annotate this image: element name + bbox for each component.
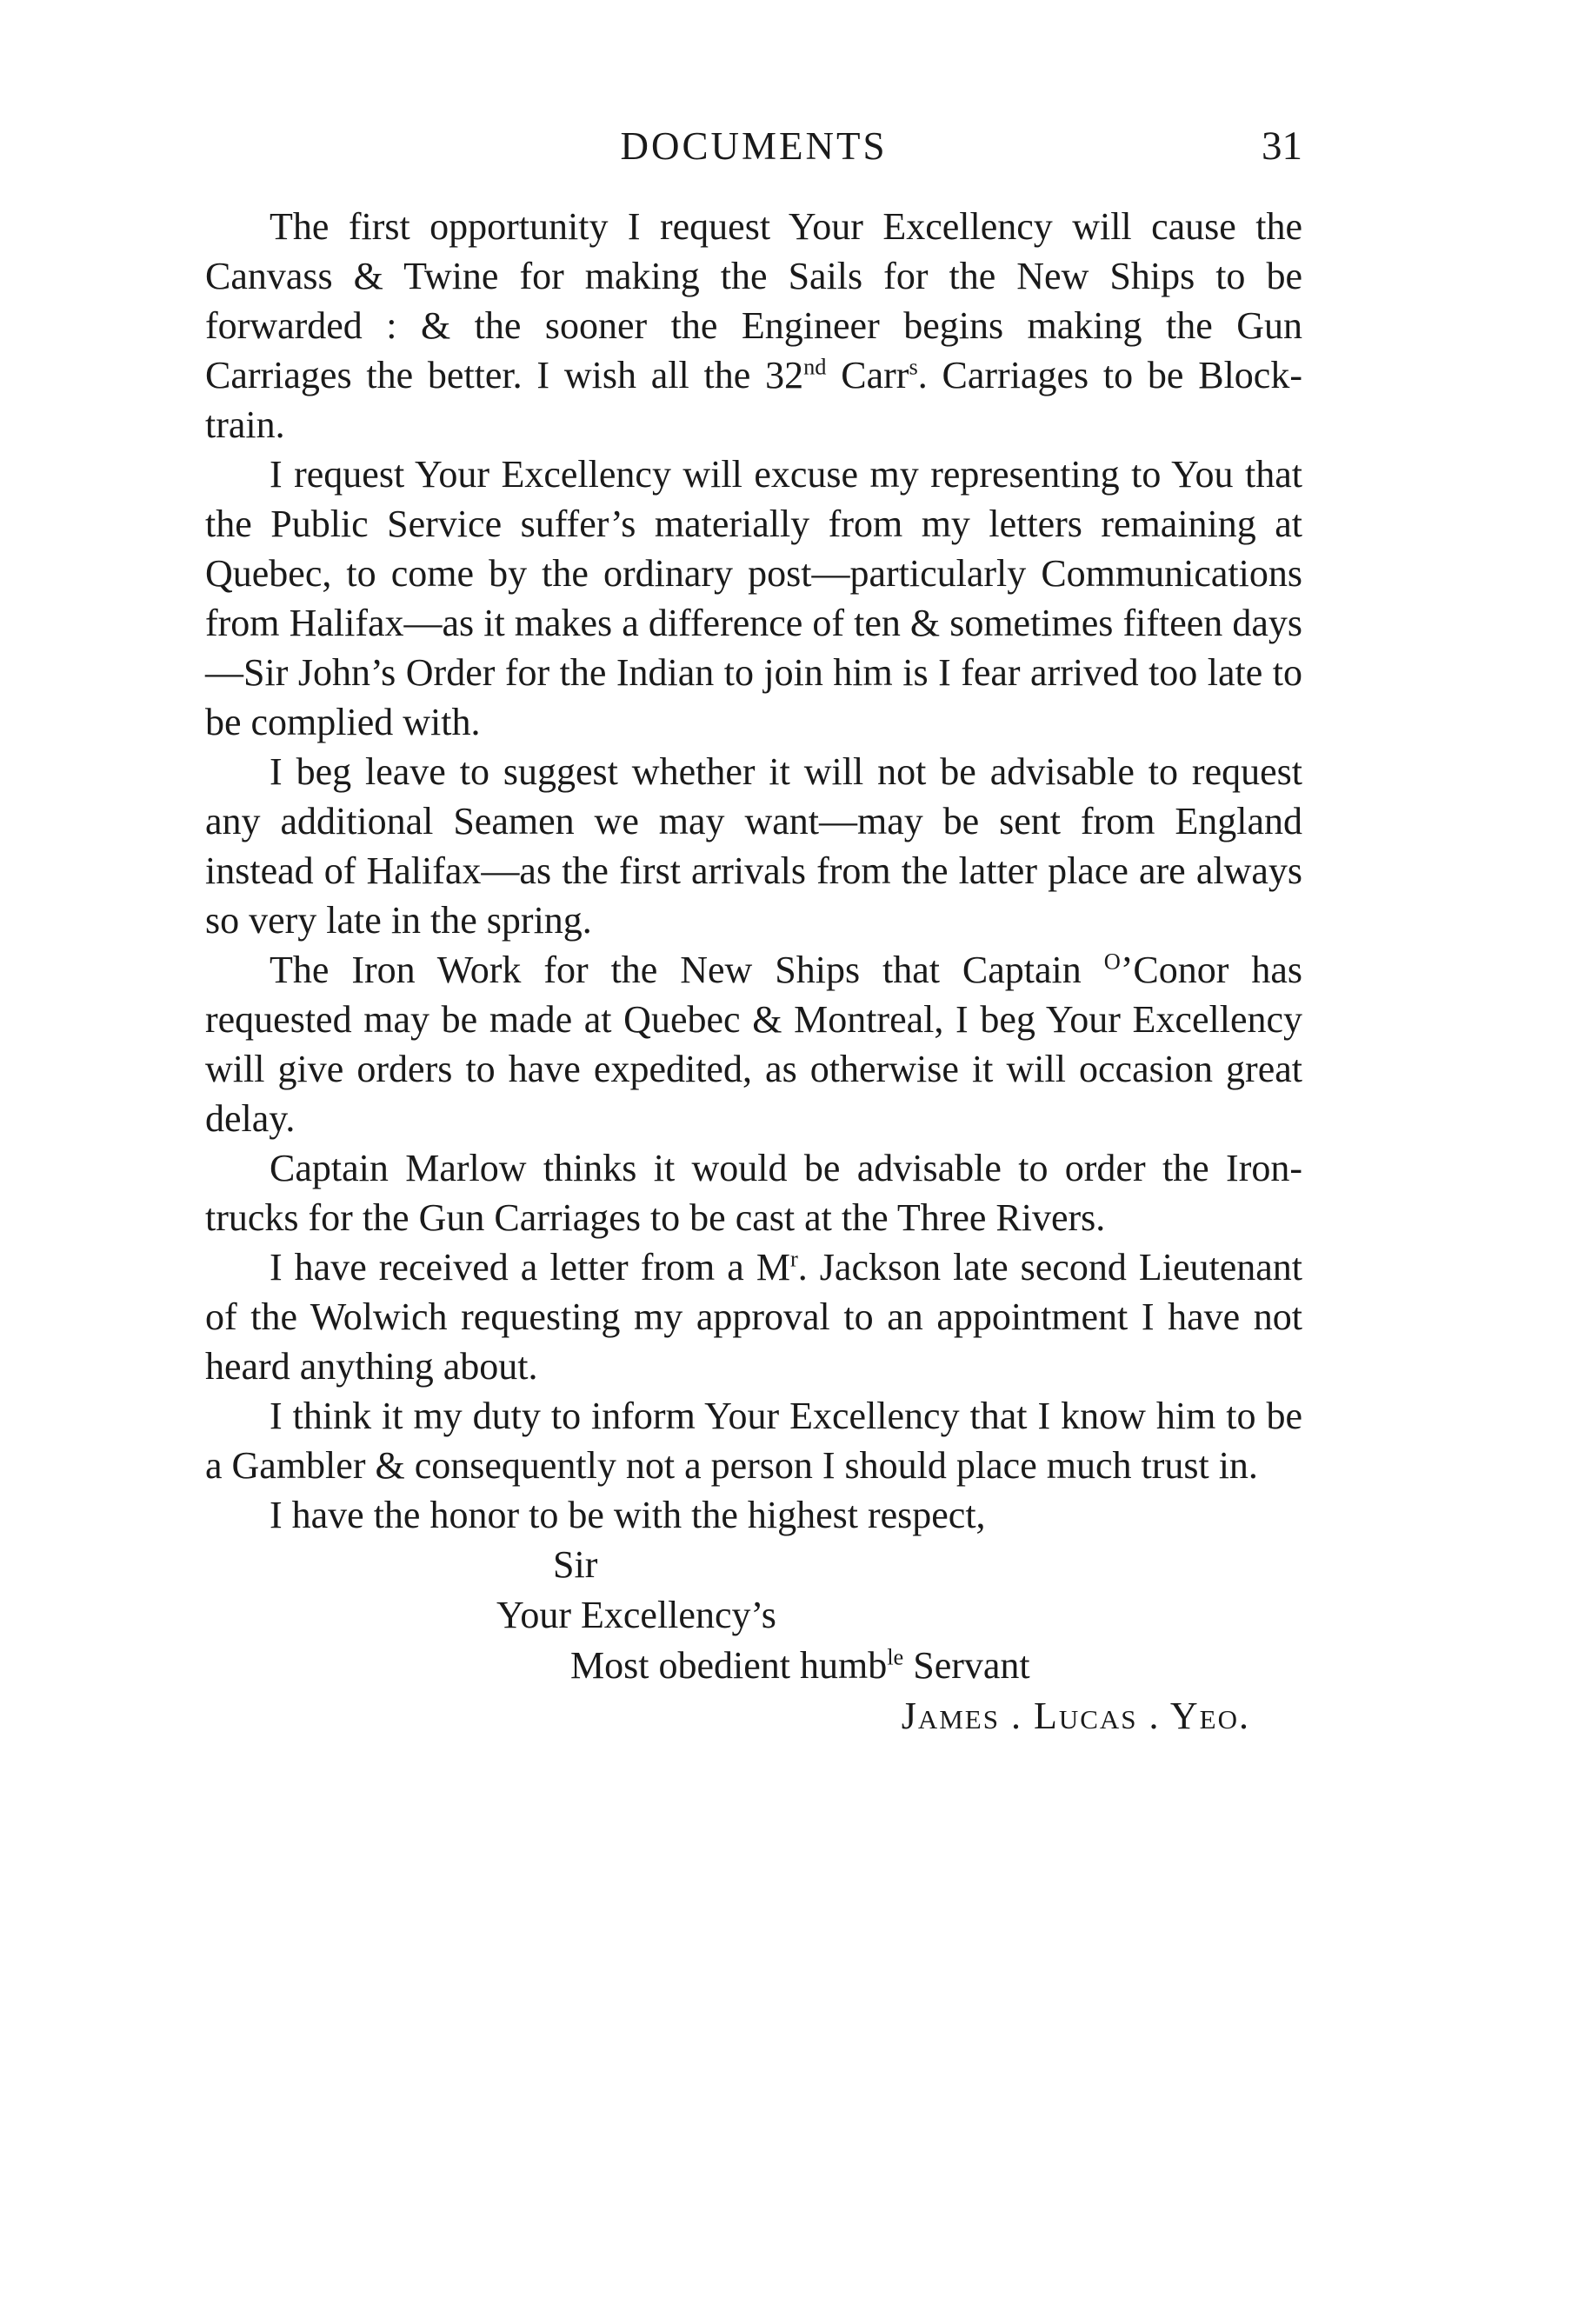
paragraph-text: I think it my duty to inform Your Excellency that I know him to be a Gambler & consequently not a person I should place much trust in.: [205, 1395, 1302, 1487]
running-head: [205, 120, 1302, 172]
paragraph-text: . Carriages to be Block-train.: [205, 354, 1302, 446]
paragraph: [205, 449, 1302, 747]
letter-body: [205, 202, 1302, 1741]
paragraph-text: I have received a letter from a M: [270, 1246, 790, 1289]
paragraph-text: . Jackson late second Lieutenant of the Wolwich requesting my approval to an appointment I have not heard anything about.: [205, 1246, 1302, 1388]
obedient-servant-line: [205, 1641, 1302, 1691]
obedient-post: Servant: [903, 1644, 1030, 1687]
paragraph-text: Carr: [826, 354, 909, 396]
paragraph-text: I beg leave to suggest whether it will not be advisable to request any additional Seamen we may want—may be sent from England instead of Halifax—as the first arrivals from the latter place are always so very late in the spring.: [205, 750, 1302, 942]
paragraph-text: Captain Marlow thinks it would be advisable to order the Iron-trucks for the Gun Carriages to be cast at the Three Rivers.: [205, 1147, 1302, 1239]
paragraph-list: [205, 202, 1302, 1490]
superscript-text: O: [1103, 948, 1121, 975]
paragraph: [205, 202, 1302, 449]
your-excellency-line: Your Excellency’s: [496, 1594, 776, 1636]
paragraph: [205, 1242, 1302, 1391]
paragraph-text: I request Your Excellency will excuse my representing to You that the Public Service suffer’s materially from my letters remaining at Quebec, to come by the ordinary post—particularly Communications from Halifax—as it makes a difference of ten & sometimes fifteen days—Sir John’s Order for the Indian to join him is I fear arrived too late to be complied with.: [205, 453, 1302, 743]
superscript-text: r: [789, 1245, 798, 1272]
paragraph: [205, 1143, 1302, 1242]
superscript-text: s: [909, 353, 918, 380]
paragraph: [205, 1391, 1302, 1490]
paragraph-text: The Iron Work for the New Ships that Captain: [270, 949, 1104, 991]
superscript-text: nd: [803, 353, 827, 380]
paragraph-text: ’Conor has requested may be made at Quebec & Montreal, I beg Your Excellency will give orders to have expedited, as otherwise it will occasion great delay.: [205, 949, 1302, 1140]
obedient-sup: le: [887, 1643, 904, 1670]
signature: James . Lucas . Yeo.: [901, 1695, 1250, 1737]
salutation-sir: Sir: [553, 1543, 598, 1586]
paragraph: [205, 747, 1302, 945]
page-number: 31: [1262, 123, 1302, 169]
running-title: DOCUMENTS: [620, 124, 888, 168]
paragraph: [205, 945, 1302, 1143]
closing-line: I have the honor to be with the highest respect,: [270, 1494, 986, 1536]
obedient-pre: Most obedient humb: [570, 1644, 888, 1687]
paragraph-text: The first opportunity I request Your Excellency will cause the Canvass & Twine for making the Sails for the New Ships to be forwarded : & the sooner the Engineer begins making the Gun Carriages the better. I wish all the 32: [205, 205, 1302, 396]
